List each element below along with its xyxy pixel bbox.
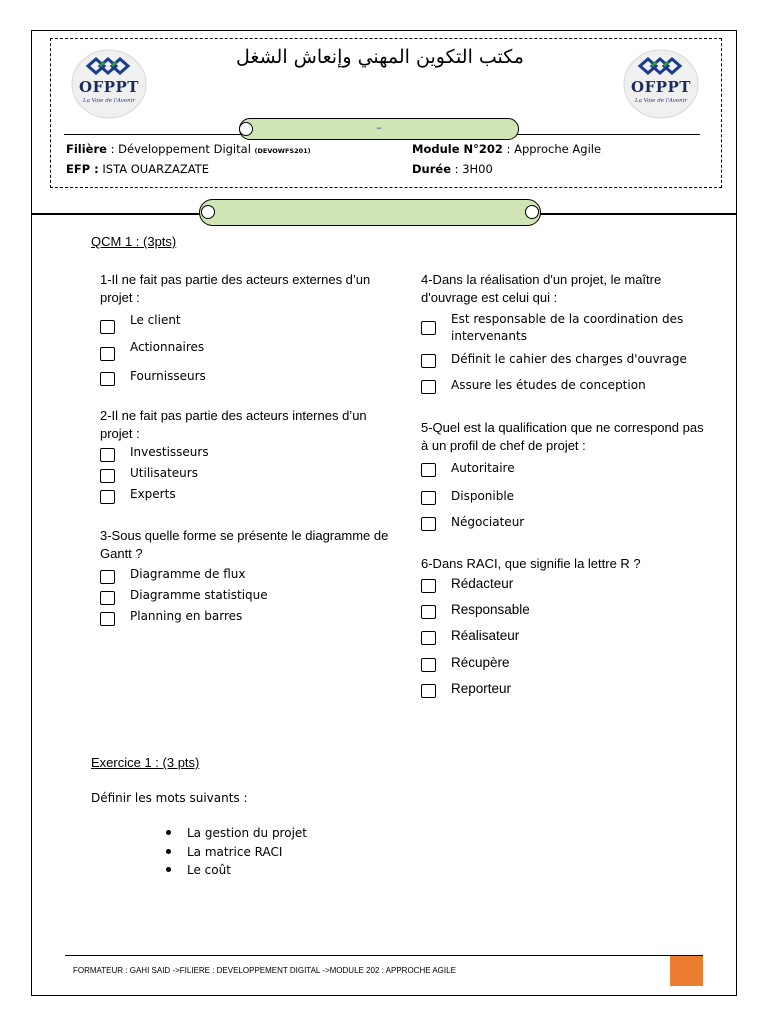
bullet-icon bbox=[166, 867, 171, 872]
filiere-label: Filière bbox=[66, 142, 107, 156]
footer-accent-block bbox=[670, 956, 703, 986]
footer-text: FORMATEUR : GAHI SAID ->FILIERE : DEVELOPPEMENT DIGITAL ->MODULE 202 : APPROCHE AGILE bbox=[73, 966, 456, 975]
module-line bbox=[412, 142, 601, 156]
q5-checkbox[interactable] bbox=[421, 491, 436, 505]
q4-checkbox[interactable] bbox=[421, 380, 436, 394]
exercice-title: Exercice 1 : (3 pts) bbox=[91, 755, 200, 770]
pill-text: – bbox=[376, 121, 382, 134]
logo-right bbox=[622, 48, 700, 120]
exercice-instruction: Définir les mots suivants : bbox=[91, 791, 248, 805]
q6-option: Réalisateur bbox=[451, 628, 520, 643]
filiere-code: (DEVOWFS201) bbox=[254, 147, 311, 155]
q1-option: Actionnaires bbox=[130, 340, 205, 354]
q1-option: Fournisseurs bbox=[130, 369, 206, 383]
logo-left bbox=[70, 48, 148, 120]
logo-right-name: OFPPT bbox=[631, 78, 691, 96]
duree-value: : 3H00 bbox=[454, 162, 493, 176]
q1-text: 1-Il ne fait pas partie des acteurs externes d’un projet : bbox=[100, 272, 371, 305]
q6-text: 6-Dans RACI, que signifie la lettre R ? bbox=[421, 556, 641, 571]
q4-checkbox[interactable] bbox=[421, 354, 436, 368]
exercice-item-label: Le coût bbox=[187, 863, 231, 877]
q5-option: Négociateur bbox=[451, 515, 525, 529]
q3-checkbox[interactable] bbox=[100, 591, 115, 605]
q3-option: Diagramme de flux bbox=[130, 567, 246, 581]
bullet-icon bbox=[166, 849, 171, 854]
q4-text: 4-Dans la réalisation d'un projet, le maître d'ouvrage est celui qui : bbox=[421, 272, 662, 305]
module-value: : Approche Agile bbox=[506, 142, 602, 156]
q2-text: 2-Il ne fait pas partie des acteurs internes d’un projet : bbox=[100, 408, 367, 441]
q6-option: Rédacteur bbox=[451, 576, 514, 591]
q2-option: Investisseurs bbox=[130, 445, 209, 459]
q2-option: Utilisateurs bbox=[130, 466, 198, 480]
q6-checkbox[interactable] bbox=[421, 605, 436, 619]
q1-checkbox[interactable] bbox=[100, 347, 115, 361]
q4-option: Est responsable de la coordination des intervenants bbox=[451, 312, 684, 343]
bullet-icon bbox=[166, 830, 171, 835]
q5-text: 5-Quel est la qualification que ne correspond pas à un profil de chef de projet : bbox=[421, 420, 704, 453]
q2-option: Experts bbox=[130, 487, 176, 501]
section-pill bbox=[199, 199, 541, 226]
q2-checkbox[interactable] bbox=[100, 469, 115, 483]
exercice-item bbox=[166, 845, 282, 859]
q5-option: Disponible bbox=[451, 489, 515, 503]
qcm-title: QCM 1 : (3pts) bbox=[91, 234, 177, 249]
q2-checkbox[interactable] bbox=[100, 448, 115, 462]
q3-option: Diagramme statistique bbox=[130, 588, 268, 602]
duree-line bbox=[412, 162, 493, 176]
q6-option: Responsable bbox=[451, 602, 530, 617]
q4-option: Définit le cahier des charges d'ouvrage bbox=[451, 352, 687, 366]
filiere-line bbox=[66, 142, 311, 156]
exercice-item-label: La matrice RACI bbox=[187, 845, 283, 859]
q5-option: Autoritaire bbox=[451, 461, 515, 475]
q6-option: Récupère bbox=[451, 655, 510, 670]
q1-checkbox[interactable] bbox=[100, 320, 115, 334]
q3-checkbox[interactable] bbox=[100, 570, 115, 584]
section-pill-left-cap bbox=[201, 205, 215, 219]
module-label: Module N°202 bbox=[412, 142, 503, 156]
q6-option: Reporteur bbox=[451, 681, 512, 696]
section-pill-right-cap bbox=[525, 205, 539, 219]
exercice-item bbox=[166, 863, 231, 877]
exercice-item bbox=[166, 826, 307, 840]
q3-checkbox[interactable] bbox=[100, 612, 115, 626]
q6-checkbox[interactable] bbox=[421, 631, 436, 645]
logo-left-name: OFPPT bbox=[79, 78, 139, 96]
efp-value: ISTA OUARZAZATE bbox=[102, 162, 209, 176]
q6-checkbox[interactable] bbox=[421, 684, 436, 698]
q6-checkbox[interactable] bbox=[421, 579, 436, 593]
logo-left-tagline: La Voie de l'Avenir bbox=[82, 98, 136, 104]
duree-label: Durée bbox=[412, 162, 452, 176]
arabic-title: مكتب التكوين المهني وإنعاش الشغل bbox=[236, 46, 524, 68]
q5-checkbox[interactable] bbox=[421, 463, 436, 477]
q4-option: Assure les études de conception bbox=[451, 378, 646, 392]
filiere-value: : Développement Digital bbox=[110, 142, 251, 156]
logo-right-tagline: La Voie de l'Avenir bbox=[634, 98, 688, 104]
efp-line bbox=[66, 162, 209, 176]
q4-checkbox[interactable] bbox=[421, 321, 436, 335]
q2-checkbox[interactable] bbox=[100, 490, 115, 504]
header-pill bbox=[239, 118, 519, 140]
q3-option: Planning en barres bbox=[130, 609, 243, 623]
pill-left-cap bbox=[239, 122, 253, 136]
efp-label: EFP : bbox=[66, 162, 99, 176]
q1-checkbox[interactable] bbox=[100, 372, 115, 386]
q5-checkbox[interactable] bbox=[421, 517, 436, 531]
q1-option: Le client bbox=[130, 313, 181, 327]
footer-divider bbox=[65, 955, 703, 956]
exercice-item-label: La gestion du projet bbox=[187, 826, 307, 840]
q3-text: 3-Sous quelle forme se présente le diagramme de Gantt ? bbox=[100, 528, 389, 561]
q6-checkbox[interactable] bbox=[421, 658, 436, 672]
